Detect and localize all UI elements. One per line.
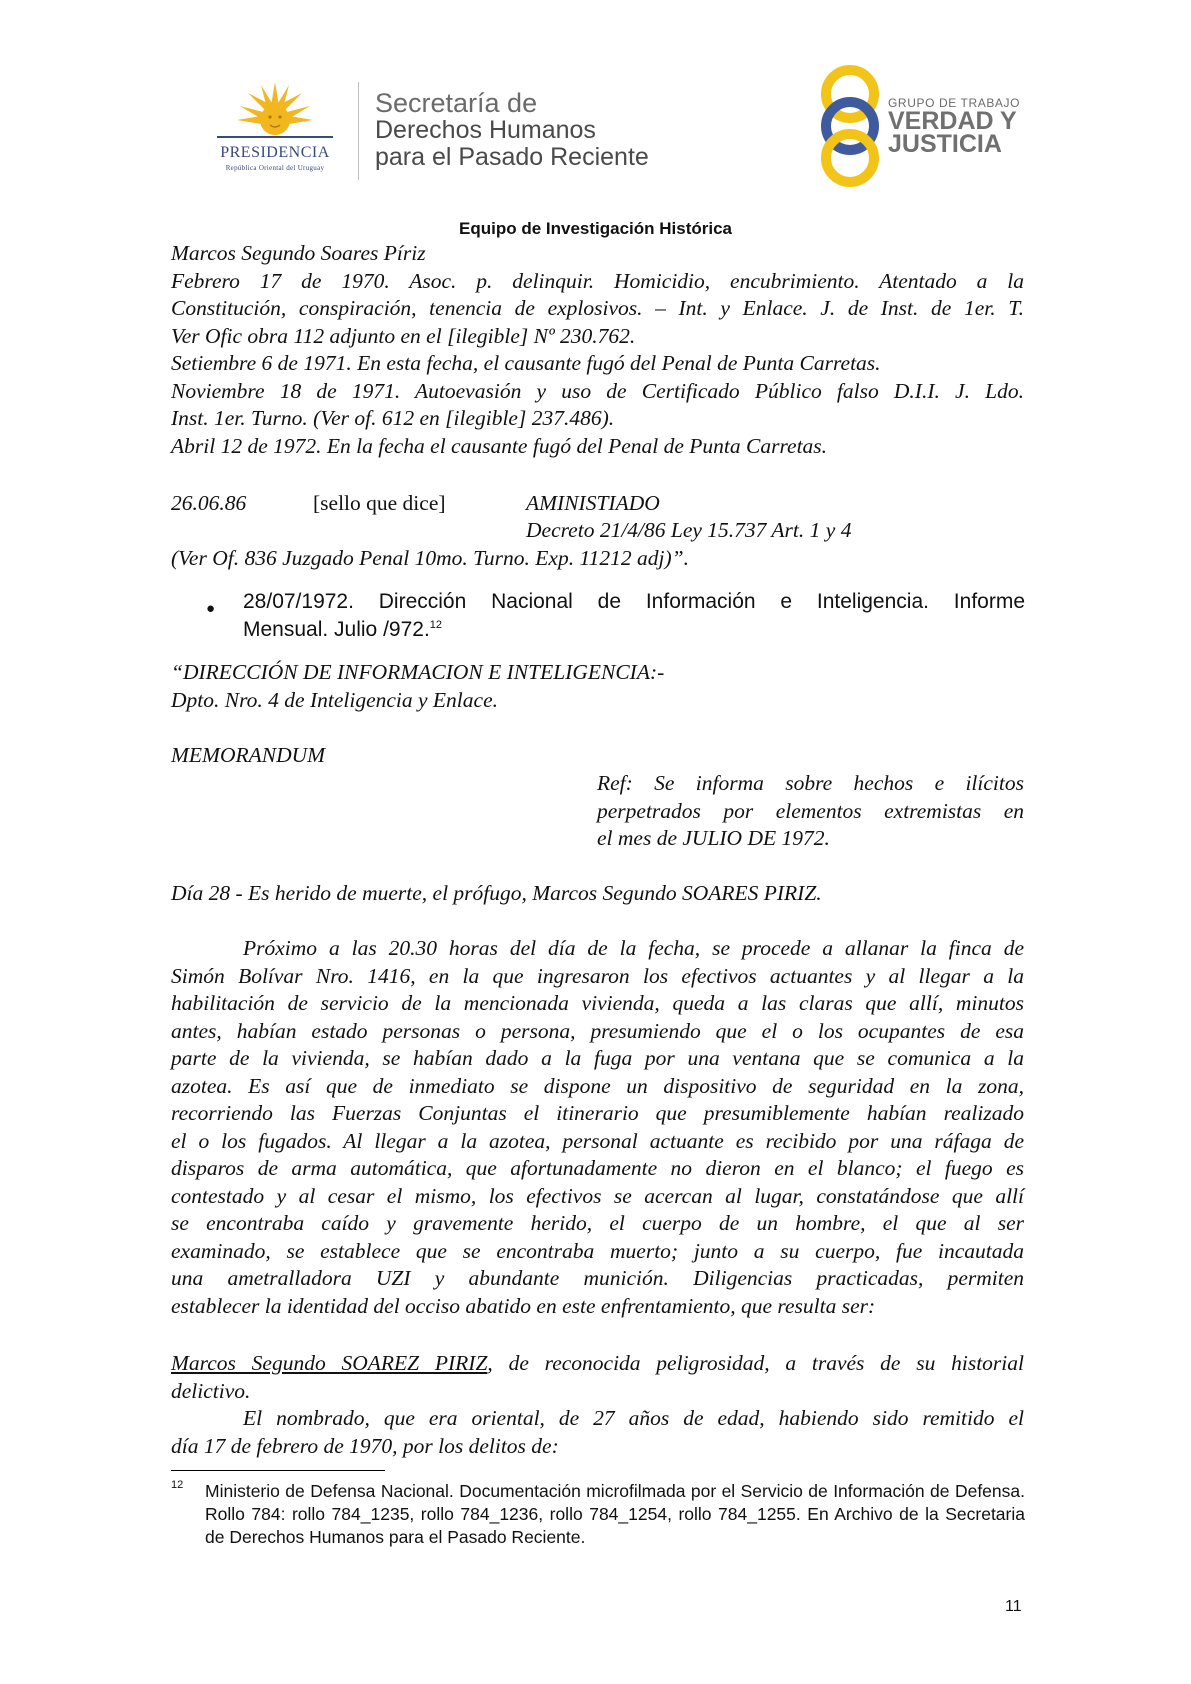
memo-body-line: examinado, se establece que se encontraba muerto; junto a su cuerpo, fue incautada bbox=[171, 1238, 1024, 1263]
stamp-date: 26.06.86 bbox=[171, 491, 247, 515]
memo-heading-2: Dpto. Nro. 4 de Inteligencia y Enlace. bbox=[171, 687, 498, 712]
stamp-reference: (Ver Of. 836 Juzgado Penal 10mo. Turno. Exp. 11212 adj)”. bbox=[171, 546, 689, 570]
record-line: Ver Ofic obra 112 adjunto en el [ilegible] Nº 230.762. bbox=[171, 323, 636, 348]
memo-body bbox=[171, 935, 1024, 1320]
presidencia-label: PRESIDENCIA bbox=[220, 144, 330, 161]
memo-body-line: parte de la vivienda, se habían dado a la fuga por una ventana que se comunica a la bbox=[171, 1046, 1024, 1070]
memo-body-line: antes, habían estado personas o persona, presumiendo que el o los ocupantes de esa bbox=[171, 1018, 1024, 1043]
record-line: Constitución, conspiración, tenencia de explosivos. – Int. y Enlace. J. de Inst. de 1er. T. bbox=[171, 296, 1024, 320]
footnote-text: Ministerio de Defensa Nacional. Documentación microfilmada por el Servicio de Información de Defensa. Rollo 784: rollo 784_1235, rollo 784_1236, rollo 784_1254, rollo 784_1255. En Archivo de la Secretaria de Derechos Humanos para el Pasado Reciente. bbox=[205, 1481, 1025, 1547]
bullet-line-2 bbox=[243, 616, 1025, 644]
bullet-item bbox=[243, 588, 1025, 644]
record-line: Inst. 1er. Turno. (Ver of. 612 en [ilegible] 237.486). bbox=[171, 406, 615, 430]
record-line: Febrero 17 de 1970. Asoc. p. delinquir. Homicidio, encubrimiento. Atentado a la bbox=[171, 268, 1024, 293]
page-number: 11 bbox=[1005, 1598, 1022, 1615]
stamp-status: AMINISTIADO bbox=[526, 491, 660, 515]
secretaria-logotype bbox=[375, 90, 649, 171]
stamp-decree: Decreto 21/4/86 Ley 15.737 Art. 1 y 4 bbox=[526, 518, 852, 542]
identity-line-2: delictivo. bbox=[171, 1378, 251, 1403]
memo-body-line: se encontraba caído y gravemente herido, el cuerpo de un hombre, el que al ser bbox=[171, 1211, 1024, 1235]
record-name: Marcos Segundo Soares Píriz bbox=[171, 241, 426, 265]
memo-heading-1: “DIRECCIÓN DE INFORMACION E INTELIGENCIA:- bbox=[171, 660, 665, 684]
memo-body-line: establecer la identidad del occiso abatido en este enfrentamiento, que resulta ser: bbox=[171, 1293, 876, 1318]
bullet-line: 28/07/1972. Dirección Nacional de Información e Inteligencia. Informe bbox=[243, 590, 1025, 613]
grupo-line-1: GRUPO DE TRABAJO bbox=[888, 96, 1021, 110]
footnote-reference[interactable]: 12 bbox=[429, 619, 443, 631]
identity-line bbox=[171, 1350, 1024, 1378]
memo-body-line: habilitación de servicio de la mencionada vivienda, queda a las claras que allí, minutos bbox=[171, 991, 1024, 1015]
memo-day-line: Día 28 - Es herido de muerte, el prófugo, Marcos Segundo SOARES PIRIZ. bbox=[171, 881, 822, 905]
bullet-icon: ● bbox=[206, 600, 216, 617]
footnote-number: 12 bbox=[171, 1479, 184, 1491]
secretaria-line-1: Secretaría de bbox=[375, 88, 538, 118]
memo-body-line: una ametralladora UZI y abundante munición. Diligencias practicadas, permiten bbox=[171, 1266, 1024, 1290]
memo-body-line: disparos de arma automática, que afortunadamente no dieron en el blanco; el fuego es bbox=[171, 1156, 1024, 1180]
stamp-label: [sello que dice] bbox=[313, 491, 446, 515]
memo-body-line: Próximo a las 20.30 horas del día de la fecha, se procede a allanar la finca de bbox=[243, 936, 1024, 960]
record-block bbox=[171, 240, 1024, 460]
presidencia-subtitle: República Oriental del Uruguay bbox=[225, 164, 325, 172]
verdad-justicia-logotype bbox=[888, 96, 1020, 156]
bullet-line-text: Mensual. Julio /972. bbox=[243, 618, 430, 641]
team-title: Equipo de Investigación Histórica bbox=[459, 219, 732, 238]
memo-ref-line: Ref: Se informa sobre hechos e ilícitos bbox=[597, 771, 1024, 795]
record-line: Setiembre 6 de 1971. En esta fecha, el causante fugó del Penal de Punta Carretas. bbox=[171, 351, 881, 375]
page-header bbox=[0, 0, 1191, 200]
record-line: Noviembre 18 de 1971. Autoevasión y uso de Certificado Público falso D.I.I. J. Ldo. bbox=[171, 378, 1024, 403]
closing-line: El nombrado, que era oriental, de 27 años de edad, habiendo sido remitido el bbox=[243, 1406, 1024, 1430]
memo-heading bbox=[171, 659, 1024, 714]
identity-name: Marcos Segundo SOAREZ PIRIZ bbox=[171, 1351, 488, 1375]
secretaria-line-3: para el Pasado Reciente bbox=[375, 143, 649, 171]
record-line: Abril 12 de 1972. En la fecha el causante fugó del Penal de Punta Carretas. bbox=[171, 433, 828, 458]
memo-ref-line: perpetrados por elementos extremistas en bbox=[597, 798, 1024, 823]
closing-line: día 17 de febrero de 1970, por los delitos de: bbox=[171, 1433, 559, 1458]
memo-body-line: el o los fugados. Al llegar a la azotea, personal actuante es recibido por una ráfaga de bbox=[171, 1128, 1024, 1153]
memo-body-line: recorriendo las Fuerzas Conjuntas el itinerario que presumiblemente habían realizado bbox=[171, 1101, 1024, 1125]
footnote-separator bbox=[171, 1470, 385, 1471]
memo-identity bbox=[171, 1350, 1024, 1460]
identity-rest: , de reconocida peligrosidad, a través de su historial bbox=[487, 1351, 1025, 1375]
secretaria-line-2: Derechos Humanos bbox=[375, 116, 596, 144]
grupo-line-2: VERDAD Y bbox=[888, 107, 1017, 135]
memo-body-line: azotea. Es así que de inmediato se dispone un dispositivo de seguridad en la zona, bbox=[171, 1073, 1024, 1098]
memo-body-line: Simón Bolívar Nro. 1416, en la que ingresaron los efectivos actuantes y al llegar a la bbox=[171, 963, 1024, 988]
grupo-line-3: JUSTICIA bbox=[888, 130, 1002, 158]
memo-title: MEMORANDUM bbox=[171, 743, 326, 767]
memo-body-line: contestado y al cesar el mismo, los efectivos se acercan al lugar, constatándose que allí bbox=[171, 1183, 1024, 1208]
header-divider bbox=[358, 82, 359, 180]
memo-ref-line: el mes de JULIO DE 1972. bbox=[597, 826, 830, 850]
sun-icon bbox=[195, 80, 355, 144]
presidencia-logo bbox=[195, 80, 355, 180]
memo-reference bbox=[597, 770, 1024, 853]
